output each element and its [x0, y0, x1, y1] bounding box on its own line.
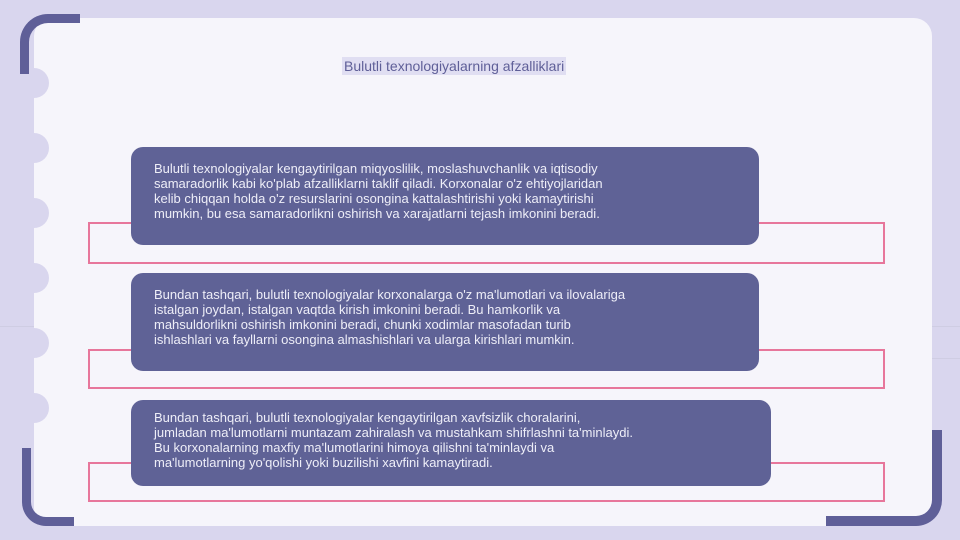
decorative-line: [932, 326, 960, 327]
decorative-line: [932, 358, 960, 359]
corner-frame-top-left: [20, 14, 80, 74]
paragraph-text: Bundan tashqari, bulutli texnologiyalar korxonalarga o'z ma'lumotlari va ilovalariga istalgan joydan, istalgan vaqtda kirish imkonini beradi. Bu hamkorlik va mahsuldorlikni oshirish imkonini beradi, chunki xodimlar masofadan turib ishlashlari va fayllarni osongina almashishlari va ularga kirishlari mumkin.: [154, 287, 626, 347]
corner-frame-bottom-left: [22, 448, 74, 526]
scallop-decoration: [19, 263, 49, 293]
paragraph-text: Bundan tashqari, bulutli texnologiyalar kengaytirilgan xavfsizlik choralarini, jumladan ma'lumotlarni muntazam zahiralash va mustahkam shifrlashni ta'minlaydi. Bu korxonalarning maxfiy ma'lumotlarini himoya qilishni ta'minlaydi va ma'lumotlarning yo'qolishi yoki buzilishi xavfini kamaytiradi.: [154, 410, 633, 470]
decorative-line: [0, 326, 34, 327]
content-box-1: [131, 147, 759, 245]
paragraph-text: Bulutli texnologiyalar kengaytirilgan miqyoslilik, moslashuvchanlik va iqtisodiy samaradorlik kabi ko'plab afzalliklarni taklif qiladi. Korxonalar o'z ehtiyojlaridan kelib chiqqan holda o'z resurslarini osongina kattalashtirishi yoki kamaytirishi mumkin, bu esa samaradorlikni oshirish va xarajatlarni tejash imkonini beradi.: [154, 161, 603, 221]
scallop-decoration: [19, 133, 49, 163]
scallop-decoration: [19, 198, 49, 228]
scallop-decoration: [19, 328, 49, 358]
scallop-decoration: [19, 393, 49, 423]
slide-title: Bulutli texnologiyalarning afzalliklari: [344, 58, 565, 74]
content-box-2: [131, 273, 759, 371]
content-box-3: [131, 400, 771, 486]
